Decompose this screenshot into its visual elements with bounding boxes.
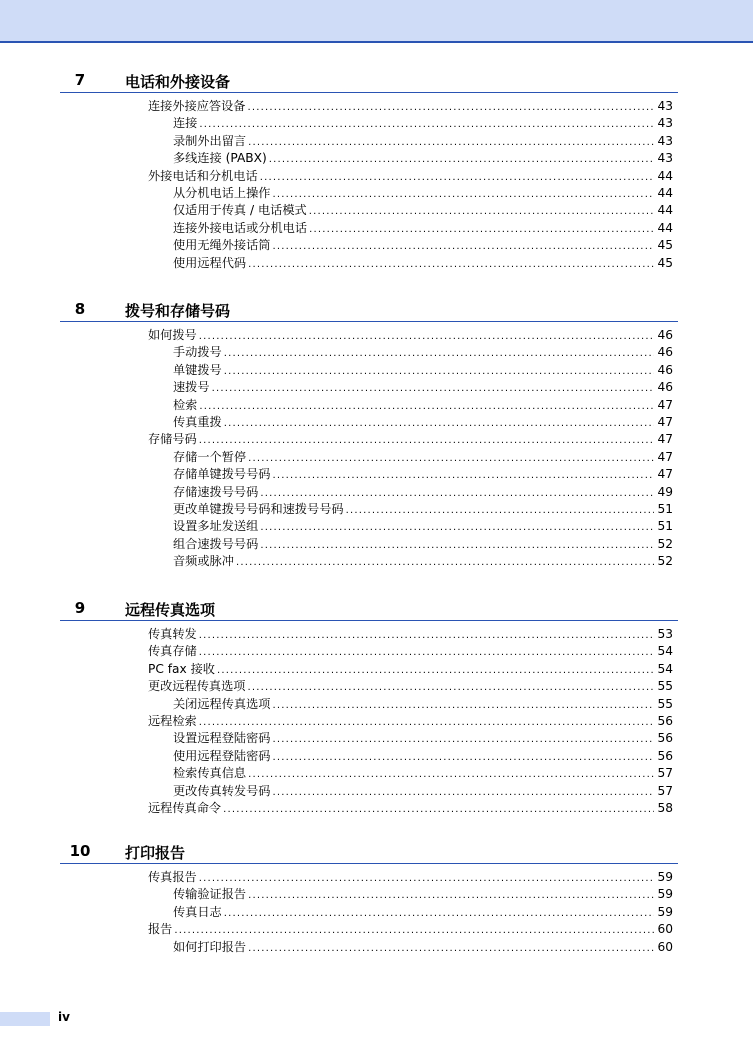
dot-leader xyxy=(248,679,655,695)
toc-entry-title: 存储单键拨号号码 xyxy=(173,467,271,482)
dot-leader xyxy=(199,627,655,643)
toc-entry-title: 连接外接应答设备 xyxy=(148,99,246,113)
dot-leader xyxy=(224,905,655,921)
toc-entry-title: 连接 xyxy=(173,116,198,131)
toc-entry[interactable] xyxy=(173,185,673,202)
chapter-title: 打印报告 xyxy=(125,844,186,862)
dot-leader xyxy=(309,221,654,237)
toc-entry[interactable] xyxy=(173,133,673,150)
chapter-9 xyxy=(0,596,753,815)
toc-entry-page: 52 xyxy=(657,536,673,551)
toc-entry[interactable] xyxy=(148,678,673,695)
toc-entry-title: 连接外接电话或分机电话 xyxy=(173,220,308,235)
toc-entry-title: 组合速拨号号码 xyxy=(173,536,259,551)
toc-entry[interactable] xyxy=(173,414,673,431)
dot-leader xyxy=(199,398,654,414)
toc-entry[interactable] xyxy=(173,237,673,254)
toc-entry[interactable] xyxy=(148,713,673,730)
toc-entry-title: 单键拨号 xyxy=(173,362,222,377)
chapter-number: 10 xyxy=(69,842,91,860)
toc-entry-title: 更改单键拨号号码和速拨号号码 xyxy=(173,502,344,516)
chapter-rule xyxy=(60,92,678,93)
chapter-rule xyxy=(60,620,678,621)
toc-entry[interactable] xyxy=(148,869,673,886)
toc-entry-page: 55 xyxy=(657,679,673,694)
dot-leader xyxy=(273,731,655,747)
toc-entry-title: 存储速拨号号码 xyxy=(173,484,259,499)
chapter-title: 远程传真选项 xyxy=(125,601,216,619)
toc-entry-title: 设置远程登陆密码 xyxy=(173,731,271,746)
dot-leader xyxy=(248,940,654,956)
toc-entry-title: 传真重拨 xyxy=(173,415,222,429)
dot-leader xyxy=(260,485,654,501)
dot-leader xyxy=(248,450,654,466)
toc-entry[interactable] xyxy=(173,202,673,219)
dot-leader xyxy=(248,887,654,903)
dot-leader xyxy=(269,151,655,167)
chapter-heading xyxy=(0,596,753,622)
toc-entry[interactable] xyxy=(173,748,673,765)
chapter-rule xyxy=(60,321,678,322)
toc-entry-page: 47 xyxy=(657,415,673,429)
dot-leader xyxy=(212,380,655,396)
toc-entry-page: 47 xyxy=(657,397,673,412)
toc-entry-title: 设置多址发送组 xyxy=(173,519,259,534)
dot-leader xyxy=(273,749,655,765)
toc-entry-page: 59 xyxy=(657,870,673,884)
toc-entry[interactable] xyxy=(148,431,673,448)
toc-entry-title: 关闭远程传真选项 xyxy=(173,696,271,711)
toc-entry-page: 60 xyxy=(657,922,673,937)
toc-entry[interactable] xyxy=(173,115,673,132)
toc-entry[interactable] xyxy=(173,501,673,518)
chapter-number: 8 xyxy=(74,300,86,318)
toc-entry-title: 检索 xyxy=(173,397,198,412)
chapter-rule xyxy=(60,863,678,864)
toc-entry-page: 57 xyxy=(657,766,673,781)
toc-entry-page: 60 xyxy=(657,939,673,954)
toc-entry-title: 如何打印报告 xyxy=(173,939,247,954)
toc-entry[interactable] xyxy=(148,643,673,660)
footer-page-number: iv xyxy=(58,1010,70,1024)
toc-entry-title: 远程检索 xyxy=(148,714,197,728)
chapter-heading xyxy=(0,68,753,94)
chapter-7 xyxy=(0,68,753,270)
dot-leader xyxy=(260,169,655,185)
dot-leader xyxy=(199,870,655,886)
toc-entry-title: 音频或脉冲 xyxy=(173,554,234,569)
toc-entry-page: 59 xyxy=(657,904,673,919)
toc-entry-page: 47 xyxy=(657,449,673,464)
dot-leader xyxy=(273,238,655,254)
toc-entry-page: 46 xyxy=(657,362,673,377)
toc-entry-page: 58 xyxy=(657,801,673,815)
toc-entry-title: 多线连接 (PABX) xyxy=(173,151,267,166)
toc-entry[interactable] xyxy=(173,553,673,570)
dot-leader xyxy=(248,256,654,272)
toc-entry-page: 49 xyxy=(657,484,673,499)
toc-entry-title: 存储号码 xyxy=(148,432,197,447)
dot-leader xyxy=(236,554,655,570)
toc-entry-title: 手动拨号 xyxy=(173,345,222,360)
toc-entry[interactable] xyxy=(173,518,673,535)
dot-leader xyxy=(174,922,654,938)
dot-leader xyxy=(199,116,654,132)
dot-leader xyxy=(273,697,655,713)
dot-leader xyxy=(260,537,654,553)
toc-entry[interactable] xyxy=(173,730,673,747)
toc-entry-title: 报告 xyxy=(148,922,173,937)
dot-leader xyxy=(273,784,655,800)
toc-entry-page: 51 xyxy=(657,519,673,534)
toc-entry-page: 52 xyxy=(657,554,673,569)
toc-entry[interactable] xyxy=(173,904,673,921)
toc-entry-page: 54 xyxy=(657,644,673,659)
dot-leader xyxy=(248,134,654,150)
chapter-title: 电话和外接设备 xyxy=(125,73,231,91)
toc-entry-title: 更改远程传真选项 xyxy=(148,679,246,694)
toc-entry-page: 46 xyxy=(657,345,673,360)
toc-entry-page: 53 xyxy=(657,627,673,641)
toc-entry[interactable] xyxy=(173,783,673,800)
toc-entry-page: 47 xyxy=(657,467,673,482)
toc-entry-page: 59 xyxy=(657,887,673,902)
chapter-number: 9 xyxy=(74,599,86,617)
chapter-title: 拨号和存储号码 xyxy=(125,302,231,320)
toc-entry-title: 存储一个暂停 xyxy=(173,449,247,464)
toc-entry[interactable] xyxy=(148,921,673,938)
chapter-10 xyxy=(0,839,753,954)
toc-entry-title: 传真报告 xyxy=(148,870,197,884)
toc-entry-title: 从分机电话上操作 xyxy=(173,186,271,200)
toc-entry[interactable] xyxy=(173,150,673,167)
toc-entry-page: 56 xyxy=(657,731,673,746)
toc-entry[interactable] xyxy=(173,765,673,782)
chapter-number: 7 xyxy=(74,71,86,89)
dot-leader xyxy=(217,662,655,678)
toc-entry[interactable] xyxy=(173,466,673,483)
toc-entry-title: 传真转发 xyxy=(148,627,197,641)
toc-entry-page: 44 xyxy=(657,186,673,200)
toc-entry-page: 44 xyxy=(657,220,673,235)
toc-entry[interactable] xyxy=(173,255,673,272)
toc-entry-title: 使用无绳外接话筒 xyxy=(173,238,271,253)
toc-entry-title: PC fax 接收 xyxy=(148,661,215,676)
toc-entry-title: 使用远程登陆密码 xyxy=(173,748,271,763)
toc-entry-title: 速拨号 xyxy=(173,380,210,395)
chapter-8 xyxy=(0,297,753,569)
toc-entry-page: 47 xyxy=(657,432,673,447)
toc-entry-title: 使用远程代码 xyxy=(173,255,247,270)
toc-entry[interactable] xyxy=(173,886,673,903)
toc-entry-page: 43 xyxy=(657,116,673,131)
toc-entry-title: 更改传真转发号码 xyxy=(173,783,271,798)
toc-entry-page: 44 xyxy=(657,203,673,218)
toc-entry[interactable] xyxy=(173,536,673,553)
toc-entry-page: 57 xyxy=(657,783,673,798)
dot-leader xyxy=(273,467,655,483)
toc-entry[interactable] xyxy=(173,362,673,379)
toc-entry[interactable] xyxy=(173,484,673,501)
toc-entry[interactable] xyxy=(148,661,673,678)
toc-entry-page: 54 xyxy=(657,661,673,676)
dot-leader xyxy=(224,345,655,361)
toc-entry-page: 46 xyxy=(657,380,673,395)
toc-entry[interactable] xyxy=(173,397,673,414)
toc-entry-title: 如何拨号 xyxy=(148,328,197,342)
header-band xyxy=(0,0,753,43)
toc-entry-page: 43 xyxy=(657,151,673,166)
chapter-heading xyxy=(0,297,753,323)
toc-entry-page: 46 xyxy=(657,328,673,342)
dot-leader xyxy=(346,502,655,518)
toc-entry-title: 仅适用于传真 / 电话模式 xyxy=(173,203,307,218)
toc-entry-page: 55 xyxy=(657,696,673,711)
toc-entry[interactable] xyxy=(173,379,673,396)
dot-leader xyxy=(309,203,655,219)
toc-entry[interactable] xyxy=(148,98,673,115)
dot-leader xyxy=(199,644,655,660)
dot-leader xyxy=(248,766,654,782)
dot-leader xyxy=(223,801,654,817)
toc-entry[interactable] xyxy=(148,626,673,643)
toc-entry[interactable] xyxy=(173,696,673,713)
dot-leader xyxy=(224,363,655,379)
toc-entry-page: 45 xyxy=(657,255,673,270)
toc-entry[interactable] xyxy=(173,220,673,237)
toc-entry-page: 43 xyxy=(657,133,673,148)
toc-entry-page: 45 xyxy=(657,238,673,253)
toc-entry-title: 检索传真信息 xyxy=(173,766,247,781)
dot-leader xyxy=(199,328,655,344)
dot-leader xyxy=(224,415,655,431)
toc-entry-page: 43 xyxy=(657,99,673,113)
toc-entry[interactable] xyxy=(148,327,673,344)
toc-entry-title: 远程传真命令 xyxy=(148,801,222,815)
toc-entry[interactable] xyxy=(173,449,673,466)
dot-leader xyxy=(248,99,655,115)
toc-entry-title: 传真日志 xyxy=(173,904,222,919)
toc-entry-page: 44 xyxy=(657,168,673,183)
toc-entry-page: 56 xyxy=(657,748,673,763)
dot-leader xyxy=(199,432,655,448)
toc-entry-title: 外接电话和分机电话 xyxy=(148,168,258,183)
chapter-heading xyxy=(0,839,753,865)
toc-entry-page: 51 xyxy=(657,502,673,516)
toc-entry-title: 传输验证报告 xyxy=(173,887,247,902)
toc-entry-page: 56 xyxy=(657,714,673,728)
toc-entry[interactable] xyxy=(173,344,673,361)
toc-entry[interactable] xyxy=(148,168,673,185)
toc-entry-title: 传真存储 xyxy=(148,644,197,659)
dot-leader xyxy=(273,186,655,202)
toc-entry[interactable] xyxy=(148,800,673,817)
toc-entry[interactable] xyxy=(173,939,673,956)
toc-entry-title: 录制外出留言 xyxy=(173,133,247,148)
dot-leader xyxy=(260,519,654,535)
footer-band xyxy=(0,1012,50,1026)
dot-leader xyxy=(199,714,655,730)
